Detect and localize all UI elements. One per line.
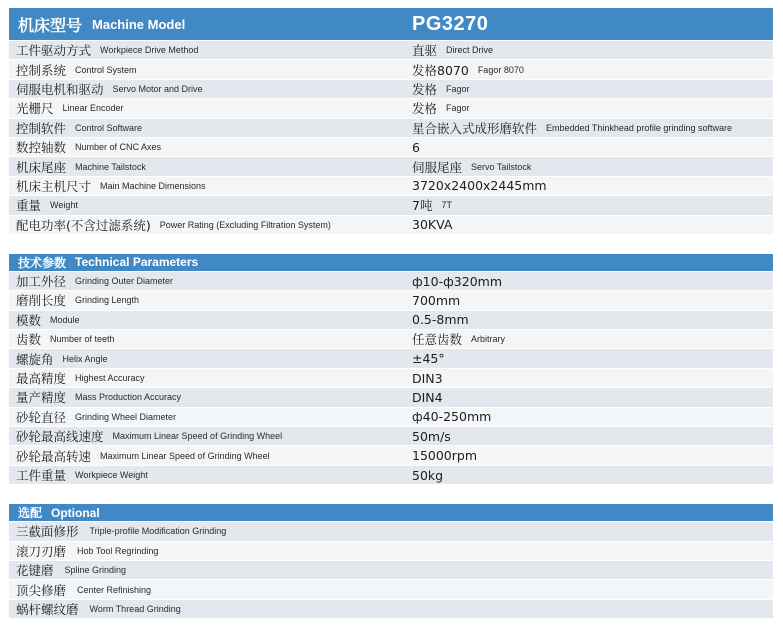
row-value (412, 99, 470, 117)
table-row (9, 80, 773, 99)
table-row (9, 330, 773, 349)
row-value-main: 直驱 (412, 43, 438, 59)
row-value-main: 任意齿数 (412, 332, 463, 348)
row-value (412, 468, 443, 483)
row-value (412, 312, 469, 327)
row-value (412, 119, 732, 137)
row-value-main: DIN4 (412, 389, 443, 405)
machine-model-header (9, 8, 773, 41)
row-label-en: Servo Motor and Drive (112, 83, 203, 94)
row-label-zh: 伺服电机和驱动 (16, 81, 104, 97)
optional-rows (9, 522, 773, 619)
row-value-en: Servo Tailstock (471, 161, 532, 172)
technical-parameters-table (9, 254, 773, 485)
row-value (412, 448, 477, 463)
row-label-en: Spline Grinding (64, 565, 127, 576)
table-row (9, 138, 773, 157)
row-label-zh: 机床主机尺寸 (16, 178, 92, 194)
row-value (412, 196, 452, 214)
optional-label-zh: 选配 (18, 506, 43, 521)
row-label-en: Hob Tool Regrinding (77, 545, 159, 556)
row-value (412, 274, 502, 289)
row-value-main: 50kg (412, 467, 444, 483)
table-row (9, 580, 773, 599)
row-value (412, 61, 524, 79)
row-value (412, 371, 443, 386)
row-value-main: ф10-ф320mm (412, 273, 503, 289)
row-label-en: Maximum Linear Speed of Grinding Wheel (112, 431, 283, 442)
row-label-zh: 控制软件 (16, 120, 67, 136)
technical-parameters-header (9, 254, 773, 272)
machine-model-value: PG3270 (412, 12, 489, 35)
row-value (412, 409, 491, 424)
table-row (9, 600, 773, 619)
row-label-en: Number of CNC Axes (75, 142, 162, 153)
row-value-main: 发格8070 (412, 62, 469, 78)
row-value-en: Direct Drive (446, 45, 494, 56)
row-label-en: Machine Tailstock (75, 161, 146, 172)
row-label-zh: 蜗杆螺纹磨 (16, 601, 79, 617)
row-label-en: Workpiece Weight (75, 470, 148, 480)
row-value-main: 发格 (412, 101, 438, 117)
table-row (9, 41, 773, 60)
table-row (9, 60, 773, 79)
general-rows (9, 41, 773, 235)
technical-rows (9, 272, 773, 485)
table-row (9, 408, 773, 427)
row-value-main: 7吨 (412, 198, 433, 214)
row-label-zh: 花键磨 (16, 563, 54, 579)
row-label-en: Helix Angle (62, 353, 108, 364)
row-label-en: Control System (75, 64, 137, 75)
row-label-en: Center Refinishing (77, 584, 152, 595)
row-label-zh: 螺旋角 (16, 351, 54, 367)
row-value (412, 429, 451, 444)
row-value-main: 30KVA (412, 217, 453, 233)
row-label-zh: 最高精度 (16, 371, 67, 387)
table-row (9, 427, 773, 446)
row-value (412, 140, 420, 155)
row-value (412, 293, 460, 308)
row-label-en: Triple-profile Modification Grinding (89, 526, 227, 537)
row-label-en: Power Rating (Excluding Filtration System) (159, 219, 331, 230)
row-value-main: 0.5-8mm (412, 312, 469, 328)
table-row (9, 522, 773, 541)
row-label-zh: 机床尾座 (16, 159, 67, 175)
table-row (9, 561, 773, 580)
row-value-en: Fagor (446, 83, 470, 94)
table-row (9, 446, 773, 465)
row-label-zh: 磨削长度 (16, 293, 67, 309)
row-label-zh: 数控轴数 (16, 140, 67, 156)
row-label-zh: 配电功率(不含过滤系统) (16, 217, 151, 233)
optional-table (9, 504, 773, 619)
table-row (9, 466, 773, 485)
row-label-zh: 砂轮直径 (16, 409, 67, 425)
row-value (412, 41, 493, 59)
optional-header (9, 504, 773, 522)
row-label-zh: 模数 (16, 312, 42, 328)
row-value (412, 178, 547, 193)
technical-label-zh: 技术参数 (18, 255, 67, 270)
row-label-en: Worm Thread Grinding (89, 603, 181, 614)
row-value-en: Fagor 8070 (477, 64, 524, 75)
table-row (9, 196, 773, 215)
row-value (412, 80, 470, 98)
table-row (9, 157, 773, 176)
row-label-zh: 光栅尺 (16, 101, 54, 117)
machine-model-label-zh: 机床型号 (18, 15, 83, 35)
row-value-main: 6 (412, 139, 420, 155)
table-row (9, 542, 773, 561)
row-label-en: Linear Encoder (62, 103, 124, 114)
row-value (412, 217, 452, 232)
table-row (9, 388, 773, 407)
row-label-zh: 工件重量 (16, 468, 67, 483)
table-row (9, 216, 773, 235)
row-label-zh: 砂轮最高线速度 (16, 429, 104, 445)
row-value-main: 发格 (412, 81, 438, 97)
row-value-main: DIN3 (412, 370, 443, 386)
row-label-en: Grinding Length (75, 295, 140, 306)
table-row (9, 349, 773, 368)
row-value-main: 3720x2400x2445mm (412, 178, 547, 194)
row-value-main: 伺服尾座 (412, 159, 463, 175)
row-label-en: Workpiece Drive Method (100, 45, 199, 56)
general-spec-table (9, 8, 773, 235)
row-value-main: ±45° (412, 351, 445, 367)
technical-label-en: Technical Parameters (75, 255, 199, 270)
row-value-main: 700mm (412, 292, 461, 308)
row-label-zh: 齿数 (16, 332, 42, 348)
row-label-en: Grinding Wheel Diameter (75, 411, 177, 422)
row-label-zh: 加工外径 (16, 274, 67, 290)
row-value-main: 星合嵌入式成形磨软件 (412, 120, 538, 136)
row-label-en: Control Software (75, 122, 143, 133)
row-label-zh: 三截面修形 (16, 524, 79, 540)
row-value (412, 158, 531, 176)
optional-label-en: Optional (51, 505, 100, 520)
row-value-en: Arbitrary (471, 334, 506, 345)
table-row (9, 272, 773, 291)
table-row (9, 311, 773, 330)
row-value (412, 330, 505, 348)
row-value-en: 7T (441, 200, 452, 211)
row-label-zh: 量产精度 (16, 390, 67, 406)
row-label-zh: 顶尖修磨 (16, 582, 67, 598)
table-row (9, 177, 773, 196)
row-value-en: Embedded Thinkhead profile grinding software (546, 122, 732, 133)
row-value (412, 390, 443, 405)
row-value-en: Fagor (446, 103, 470, 114)
row-label-en: Module (50, 314, 80, 325)
row-value-main: 50m/s (412, 428, 451, 444)
table-row (9, 119, 773, 138)
machine-model-label-en: Machine Model (92, 16, 186, 32)
row-label-en: Mass Production Accuracy (75, 392, 182, 403)
row-label-zh: 控制系统 (16, 62, 67, 78)
row-label-en: Maximum Linear Speed of Grinding Wheel (100, 450, 270, 461)
row-value-main: ф40-250mm (412, 409, 492, 425)
row-value (412, 351, 445, 366)
row-label-zh: 工件驱动方式 (16, 43, 92, 59)
row-label-en: Highest Accuracy (75, 373, 145, 384)
row-label-en: Weight (50, 200, 78, 211)
row-label-zh: 重量 (16, 198, 42, 214)
row-label-en: Main Machine Dimensions (100, 180, 206, 191)
row-label-en: Grinding Outer Diameter (75, 276, 174, 287)
row-label-zh: 滚刀刃磨 (16, 543, 67, 559)
row-label-en: Number of teeth (50, 334, 115, 345)
table-row (9, 369, 773, 388)
row-label-zh: 砂轮最高转速 (16, 448, 92, 464)
table-row (9, 291, 773, 310)
row-value-main: 15000rpm (412, 448, 478, 464)
table-row (9, 99, 773, 118)
